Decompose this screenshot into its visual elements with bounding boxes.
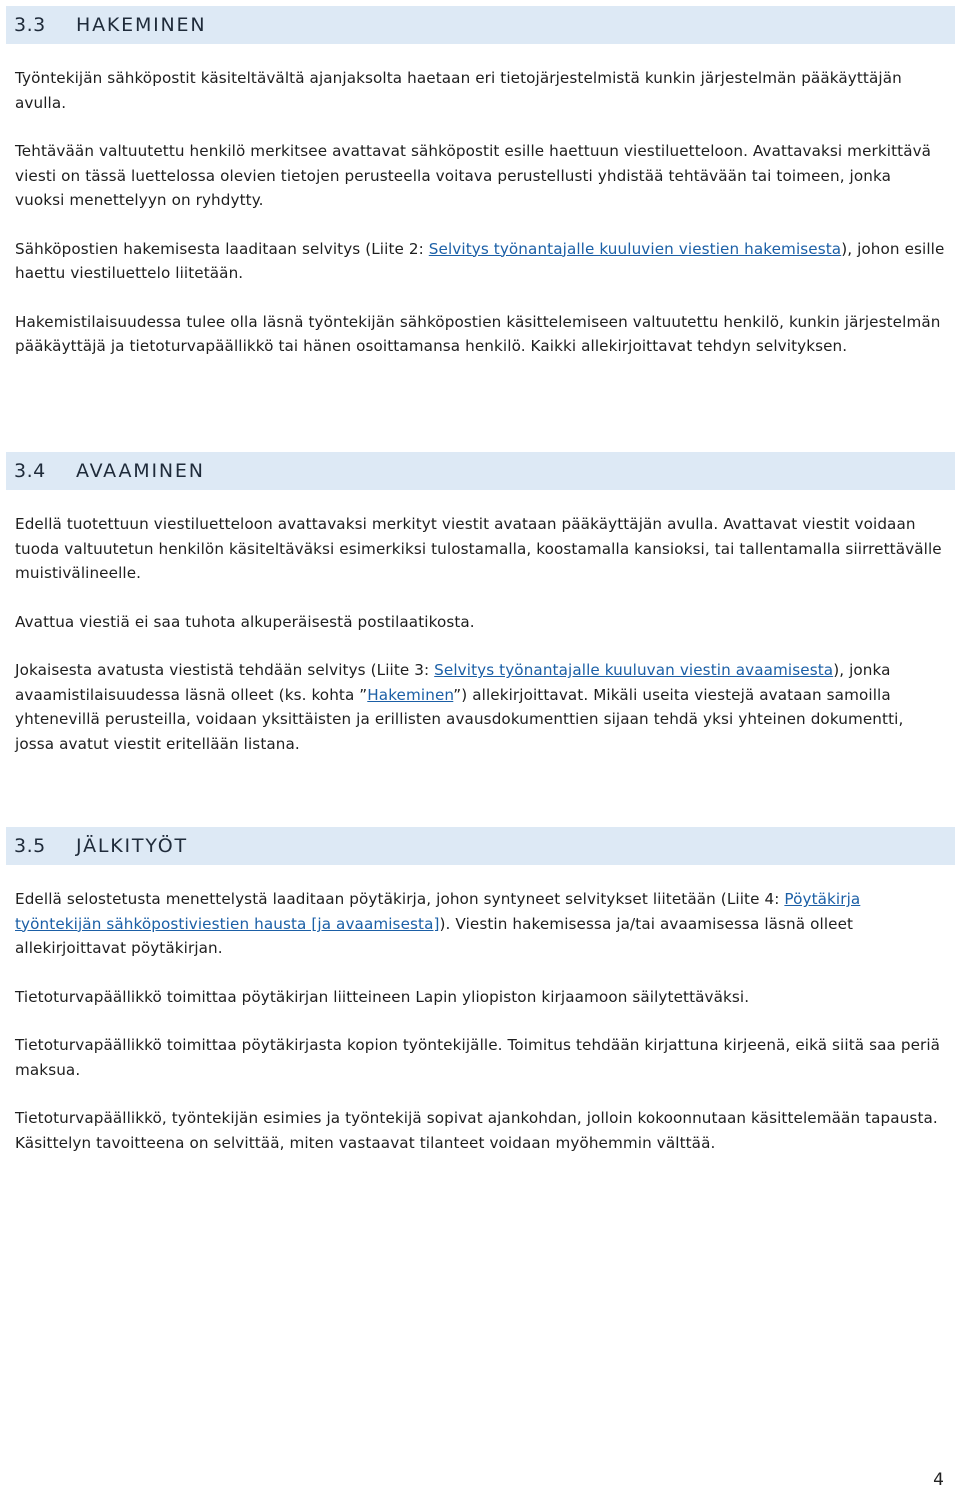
paragraph: Tietoturvapäällikkö, työntekijän esimies ja työntekijä sopivat ajankohdan, jolloin kokoonnutaan käsittelemään tapausta. Käsittelyn tavoitteena on selvittää, miten vastaavat tilanteet voidaan myöhemmin välttää. <box>15 1109 938 1152</box>
paragraph: Edellä tuotettuun viestiluetteloon avattavaksi merkityt viestit avataan pääkäyttäjän avulla. Avattavat viestit voidaan tuoda valtuutetun henkilön käsiteltäväksi esimerkiksi tulostamalla, koostamalla kansioksi, tai tallentamalla siirrettävälle muistivälineelle. <box>15 515 942 582</box>
paragraph <box>15 887 945 961</box>
section-hakeminen <box>0 6 960 359</box>
appendix-3-link[interactable]: Selvitys työnantajalle kuuluvan viestin avaamisesta <box>434 661 834 679</box>
text-run: Jokaisesta avatusta viestistä tehdään selvitys (Liite 3: <box>15 661 435 679</box>
paragraph <box>15 658 945 756</box>
appendix-2-link[interactable]: Selvitys työnantajalle kuuluvien viestien hakemisesta <box>428 239 842 258</box>
paragraph: Hakemistilaisuudessa tulee olla läsnä työntekijän sähköpostien käsittelemiseen valtuutettu henkilö, kunkin järjestelmän pääkäyttäjä ja tietoturvapäällikkö tai hänen osoittamansa henkilö. Kaikki allekirjoittavat tehdyn selvityksen. <box>15 312 941 355</box>
paragraph: Tehtävään valtuutettu henkilö merkitsee avattavat sähköpostit esille haettuun viestiluetteloon. Avattavaksi merkittävä viesti on tässä luettelossa olevien tietojen perusteella voitava perustellusti yhdistää tehtävään tai toimeen, jonka vuoksi menettelyyn on ryhdytty. <box>15 142 932 209</box>
section-heading <box>6 827 955 865</box>
section-jalkityot <box>0 827 960 1155</box>
text-run: ”) allekirjoittavat. Mikäli useita viestejä avataan samoilla yhtenevillä perusteilla, voidaan yksittäisten ja erillisten avausdokumenttien sijaan tehdä yksi yhteinen dokumentti, jossa avatut viestit eritellään listana. <box>15 685 904 753</box>
section-heading <box>6 452 955 490</box>
section-title: JÄLKITYÖT <box>76 835 188 857</box>
text-run: ). Viestin hakemisessa ja/tai avaamisessa läsnä olleet allekirjoittavat pöytäkirjan. <box>15 914 854 957</box>
section-number: 3.3 <box>14 14 46 36</box>
text-run: ), johon esille haettu viestiluettelo liitetään. <box>15 239 945 282</box>
page-number: 4 <box>933 1470 944 1490</box>
paragraph: Tietoturvapäällikkö toimittaa pöytäkirjasta kopion työntekijälle. Toimitus tehdään kirjattuna kirjeenä, eikä siitä saa periä maksua. <box>15 1036 941 1079</box>
section-number: 3.5 <box>14 835 46 857</box>
section-title: HAKEMINEN <box>76 14 207 36</box>
text-run: ), jonka avaamistilaisuudessa läsnä olleet (ks. kohta ” <box>15 661 891 704</box>
hakeminen-link[interactable]: Hakeminen <box>367 685 454 704</box>
section-heading <box>6 6 955 44</box>
text-run: Edellä selostetusta menettelystä laaditaan pöytäkirja, johon syntyneet selvitykset liitetään (Liite 4: <box>15 890 785 908</box>
section-title: AVAAMINEN <box>76 460 205 482</box>
appendix-4-link[interactable]: Pöytäkirja työntekijän sähköpostiviestien hausta [ja avaamisesta] <box>15 890 861 933</box>
paragraph: Tietoturvapäällikkö toimittaa pöytäkirjan liitteineen Lapin yliopiston kirjaamoon säilytettäväksi. <box>15 987 750 1006</box>
text-run: Sähköpostien hakemisesta laaditaan selvitys (Liite 2: <box>15 239 429 258</box>
paragraph: Avattua viestiä ei saa tuhota alkuperäisestä postilaatikosta. <box>15 612 475 631</box>
paragraph <box>15 237 945 286</box>
section-avaaminen <box>0 452 960 756</box>
section-number: 3.4 <box>14 460 46 482</box>
paragraph: Työntekijän sähköpostit käsiteltävältä ajanjaksolta haetaan eri tietojärjestelmistä kunkin järjestelmän pääkäyttäjän avulla. <box>15 69 902 112</box>
